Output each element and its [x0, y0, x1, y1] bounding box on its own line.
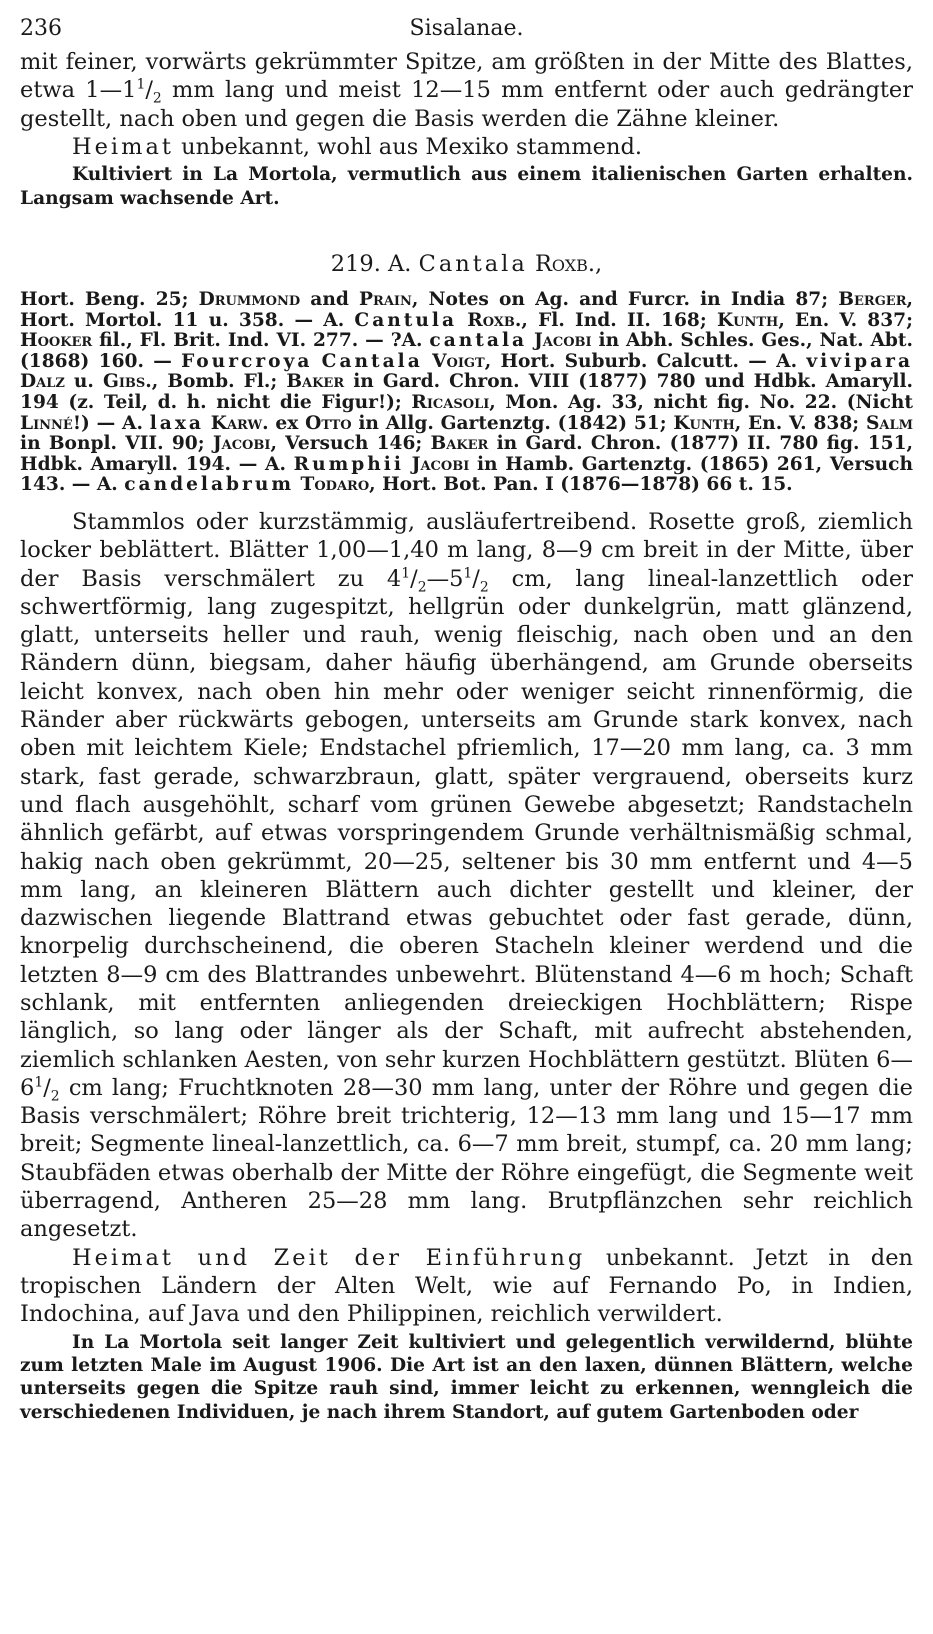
- species-heading: 219. A. Cantala Roxb.,: [330, 251, 603, 277]
- page-number: 236: [20, 16, 62, 41]
- synonymy-references: Hort. Beng. 25; Drummond and Prain, Notes on Ag. and Furcr. in India 87; Berger, Hort. Mortol. 11 u. 358. — A. Cantula Roxb., Fl. Ind. II. 168; Kunth, En. V. 837; Hooker fil., Fl. Brit. Ind. VI. 277. — ?A. cantala Jacobi in Abh. Schles. Ges., Nat. Abt. (1868) 160. — Fourcroya Cantala Voigt, Hort. Suburb. Calcutt. — A. vivipara Dalz u. Gibs., Bomb. Fl.; Baker in Gard. Chron. VIII (1877) 780 und Hdbk. Amaryll. 194 (z. Teil, d. h. nicht die Figur!); Ricasoli, Mon. Ag. 33, nicht fig. No. 22. (Nicht Linné!) — A. laxa Karw. ex Otto in Allg. Gartenztg. (1842) 51; Kunth, En. V. 838; Salm in Bonpl. VII. 90; Jacobi, Versuch 146; Baker in Gard. Chron. (1877) II. 780 fig. 151, Hdbk. Amaryll. 194. — A. Rumphii Jacobi in Hamb. Gartenztg. (1865) 261, Versuch 143. — A. candelabrum Todaro, Hort. Bot. Pan. I (1876—1878) 66 t. 15.: [20, 289, 914, 496]
- intro-paragraph: mit feiner, vorwärts gekrümmter Spitze, am größten in der Mitte des Blattes, etwa $1—1^1/_2$ mm lang und meist 12—15 mm entfernt oder auch gedrängter gestellt, nach oben und gegen die Basis werden die Zähne kleiner.: [20, 49, 913, 132]
- book-page: [20, 14, 913, 1424]
- heimat-line: Heimat unbekannt, wohl aus Mexiko stammend.: [72, 133, 643, 160]
- description-paragraph: Stammlos oder kurzstämmig, ausläufertreibend. Rosette groß, ziemlich locker beblättert. Blätter 1,00—1,40 m lang, 8—9 cm breit in der Mitte, über der Basis verschmälert zu $4^1/_2—5^1/_2$ cm, lang lineal-lanzettlich oder schwertförmig, lang zugespitzt, hellgrün oder dunkelgrün, matt glänzend, glatt, unterseits heller und rauh, wenig fleischig, nach oben und an den Rändern dünn, biegsam, daher häufig überhängend, am Grunde oberseits leicht konvex, nach oben hin mehr oder weniger seicht rinnenförmig, die Ränder aber rückwärts gebogen, unterseits am Grunde stark konvex, nach oben mit leichtem Kiele; Endstachel pfriemlich, 17—20 mm lang, ca. 3 mm stark, fast gerade, schwarzbraun, glatt, später vergrauend, oberseits kurz und flach ausgehöhlt, scharf vom grünen Gewebe abgesetzt; Randstacheln ähnlich gefärbt, auf etwas vorspringendem Grunde verhältnismäßig schmal, hakig nach oben gekrümmt, 20—25, seltener bis 30 mm entfernt und 4—5 mm lang, an kleineren Blättern auch dichter gestellt und kleiner, der dazwischen liegende Blattrand etwas gebuchtet oder fast gerade, dünn, knorpelig durchscheinend, die oberen Stacheln kleiner werdend und die letzten 8—9 cm des Blattrandes unbewehrt. Blütenstand 4—6 m hoch; Schaft schlank, mit entfernten anliegenden dreieckigen Hochblättern; Rispe länglich, so lang oder länger als der Schaft, mit aufrecht abstehenden, ziemlich schlanken Aesten, von sehr kurzen Hochblättern gestützt. Blüten $6—6^1/_2$ cm lang; Fruchtknoten 28—30 mm lang, unter der Röhre und gegen die Basis verschmälert; Röhre breit trichterig, 12—13 mm lang und 15—17 mm breit; Segmente lineal-lanzettlich, ca. 6—7 mm breit, stumpf, ca. 20 mm lang; Staubfäden etwas oberhalb der Mitte der Röhre eingefügt, die Segmente weit überragend, Antheren 25—28 mm lang. Brutpflänzchen sehr reichlich angesetzt.: [20, 508, 913, 1243]
- running-title: Sisalanae.: [409, 16, 524, 41]
- page-header: [20, 14, 913, 44]
- cultivation-note: Kultiviert in La Mortola, vermutlich aus einem italienischen Garten erhalten. Langsam wachsende Art.: [20, 164, 913, 209]
- distribution-paragraph: Heimat und Zeit der Einführung unbekannt. Jetzt in den tropischen Ländern der Alten Welt, wie auf Fernando Po, in Indien, Indochina, auf Java und den Philippinen, reichlich verwildert.: [20, 1244, 913, 1328]
- la-mortola-note: In La Mortola seit langer Zeit kultiviert und gelegentlich verwildernd, blühte zum letzten Male im August 1906. Die Art ist an den laxen, dünnen Blättern, welche unterseits gegen die Spitze rauh sind, immer leicht zu erkennen, wenngleich die verschiedenen Individuen, je nach ihrem Standort, auf gutem Gartenboden oder: [20, 1331, 913, 1423]
